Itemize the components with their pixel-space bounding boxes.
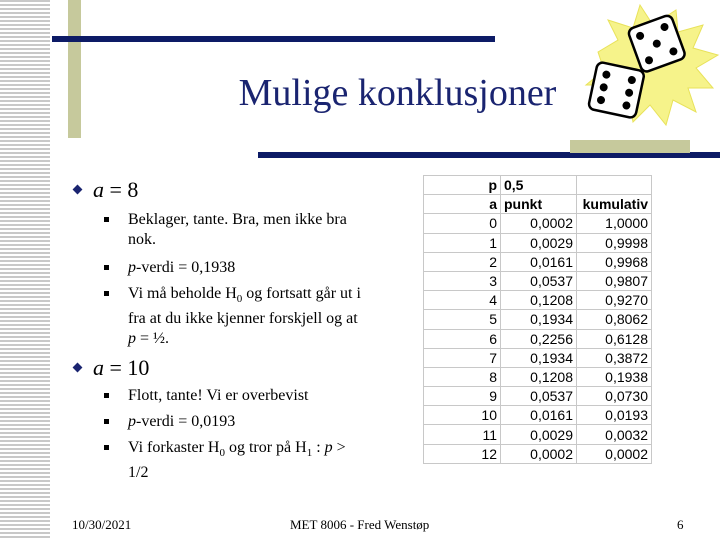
table-row — [424, 406, 652, 425]
table-row — [424, 310, 652, 329]
page-number: 6 — [677, 517, 684, 532]
table-row — [424, 425, 652, 444]
bullet-a-10: a = 10 — [74, 355, 149, 381]
sub-bullet: Vi må beholde $H_0$ og fortsatt går ut i fra at du ikke kjenner forskjell og at p = ½. — [104, 284, 366, 349]
table-cell: 0,3872 — [577, 348, 652, 367]
table-cell: 0,5 — [501, 176, 577, 195]
table-cell: 0,9998 — [577, 233, 652, 252]
binomial-table — [423, 175, 652, 464]
left-stripe-decoration — [0, 0, 50, 540]
table-row — [424, 387, 652, 406]
table-cell: 0,0002 — [501, 444, 577, 463]
table-cell: 6 — [424, 329, 501, 348]
table-cell: 0,0193 — [577, 406, 652, 425]
table-row — [424, 233, 652, 252]
square-bullet-icon — [104, 291, 109, 296]
table-cell: 0 — [424, 214, 501, 233]
table-cell: 0,0161 — [501, 406, 577, 425]
table-cell: kumulativ — [577, 195, 652, 214]
square-bullet-icon — [104, 419, 109, 424]
sub-bullet: Vi forkaster $H_0$ og tror på $H_1$ : p > 1/2 — [104, 438, 366, 483]
table-cell: 0,0161 — [501, 252, 577, 271]
table-row — [424, 252, 652, 271]
table-row — [424, 367, 652, 386]
table-cell: 0,1938 — [577, 367, 652, 386]
table-cell: 0,0029 — [501, 233, 577, 252]
table-cell: 0,9270 — [577, 291, 652, 310]
footer-date: 10/30/2021 — [72, 517, 132, 532]
table-cell: 0,0029 — [501, 425, 577, 444]
table-cell: 0,8062 — [577, 310, 652, 329]
table-row — [424, 214, 652, 233]
square-bullet-icon — [104, 217, 109, 222]
table-row — [424, 271, 652, 290]
table-cell: 0,0537 — [501, 271, 577, 290]
sub-bullet: p-verdi = 0,0193 — [104, 412, 366, 432]
table-cell: 0,1208 — [501, 291, 577, 310]
table-cell: 0,0730 — [577, 387, 652, 406]
table-cell: 0,1934 — [501, 348, 577, 367]
table-row — [424, 348, 652, 367]
square-bullet-icon — [104, 445, 109, 450]
sub-bullet: p-verdi = 0,1938 — [104, 258, 366, 278]
dice-icon — [578, 0, 720, 130]
table-cell: p — [424, 176, 501, 195]
square-bullet-icon — [104, 393, 109, 398]
table-row — [424, 291, 652, 310]
table-cell: 0,9968 — [577, 252, 652, 271]
table-cell: 0,0537 — [501, 387, 577, 406]
table-cell: punkt — [501, 195, 577, 214]
table-cell: 0,0002 — [577, 444, 652, 463]
footer-center: MET 8006 - Fred Wenstøp — [290, 517, 430, 532]
table-cell: a — [424, 195, 501, 214]
square-bullet-icon — [104, 265, 109, 270]
table-cell: 0,1208 — [501, 367, 577, 386]
table-row — [424, 329, 652, 348]
table-cell: 7 — [424, 348, 501, 367]
table-cell: 0,9807 — [577, 271, 652, 290]
horizontal-accent-bar — [570, 140, 690, 153]
table-cell: 5 — [424, 310, 501, 329]
table-cell: 0,2256 — [501, 329, 577, 348]
table-cell — [577, 176, 652, 195]
table-cell: 12 — [424, 444, 501, 463]
table-cell: 0,0032 — [577, 425, 652, 444]
table-cell: 0,0002 — [501, 214, 577, 233]
table-cell: 4 — [424, 291, 501, 310]
table-header-row — [424, 176, 652, 195]
table-cell: 2 — [424, 252, 501, 271]
slide-title: Mulige konklusjoner — [238, 72, 557, 114]
table-row — [424, 444, 652, 463]
table-cell: 8 — [424, 367, 501, 386]
table-cell: 0,1934 — [501, 310, 577, 329]
sub-bullet: Flott, tante! Vi er overbevist — [104, 386, 366, 406]
table-cell: 10 — [424, 406, 501, 425]
diamond-bullet-icon — [73, 363, 83, 373]
table-cell: 1 — [424, 233, 501, 252]
table-cell: 11 — [424, 425, 501, 444]
vertical-accent-bar — [68, 0, 81, 138]
table-cell: 9 — [424, 387, 501, 406]
diamond-bullet-icon — [73, 185, 83, 195]
table-header-row — [424, 195, 652, 214]
table-cell: 1,0000 — [577, 214, 652, 233]
bullet-a-8: a = 8 — [74, 177, 138, 203]
top-rule — [52, 36, 495, 42]
sub-bullet: Beklager, tante. Bra, men ikke bra nok. — [104, 210, 366, 250]
table-cell: 3 — [424, 271, 501, 290]
table-cell: 0,6128 — [577, 329, 652, 348]
